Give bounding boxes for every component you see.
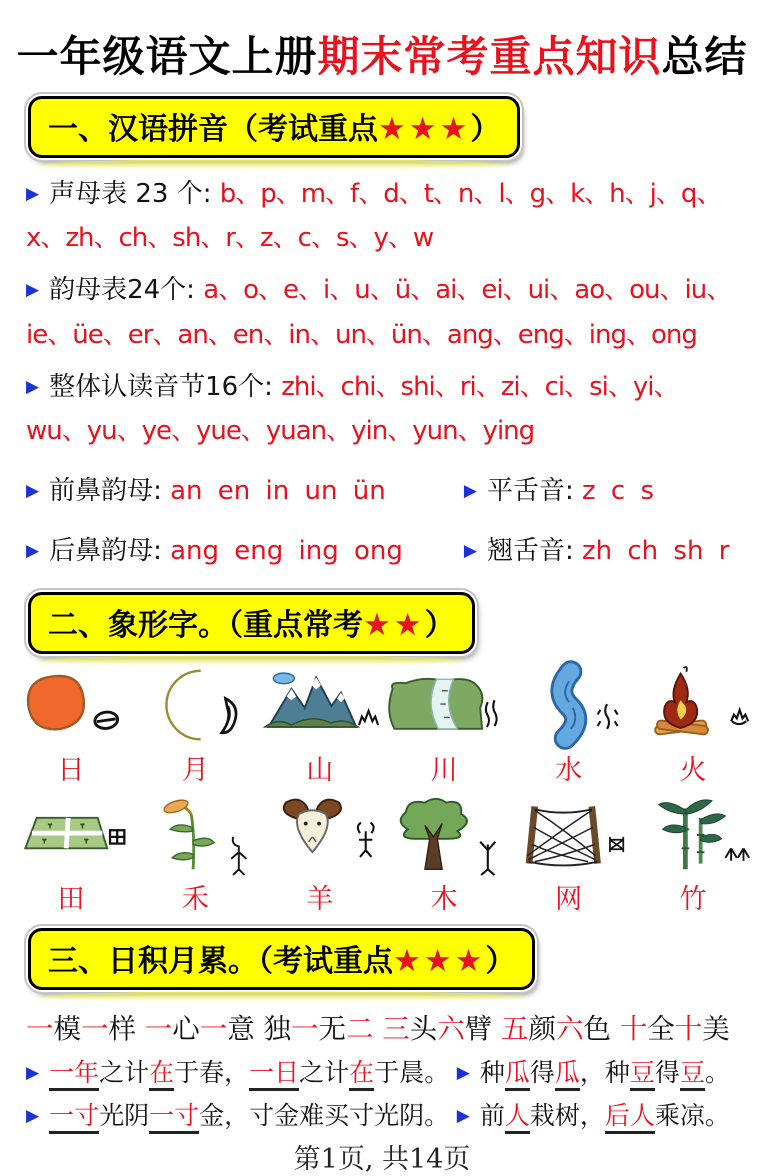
flat-tongue-value: z c s <box>581 476 655 507</box>
pictograph-char: 禾 <box>181 883 209 915</box>
bullet-triangle-icon <box>26 476 49 506</box>
pinyin-pair-row-2 <box>26 521 738 581</box>
section-3-heading-text: 三、日积月累。（考试重点 <box>48 943 393 979</box>
whole-syllables-value: zhi、chi、shi、ri、zi、ci、si、yi、wu、yu、ye、yue、yuan、yin、yun、ying <box>26 371 679 446</box>
bullet-triangle-icon <box>26 1101 49 1130</box>
proverb-row-1 <box>26 1053 738 1089</box>
sun-icon <box>13 666 129 746</box>
net-icon <box>511 795 627 875</box>
bullet-triangle-icon <box>26 536 49 566</box>
whole-syllables-label: 整体认读音节16个: <box>49 371 282 402</box>
front-nasal-line <box>26 469 464 513</box>
curled-tongue-line <box>464 529 738 573</box>
back-nasal-value: ang eng ing ong <box>170 536 403 567</box>
pictograph-char: 日 <box>57 754 85 786</box>
pictograph-water <box>510 666 628 787</box>
pictograph-char: 火 <box>679 754 707 786</box>
proverb-plant-trees <box>457 1096 738 1132</box>
bullet-triangle-icon <box>464 536 487 566</box>
pictograph-char: 月 <box>181 754 209 786</box>
pictograph-net <box>510 795 628 916</box>
page-number: 第1页, 共14页 <box>293 1143 471 1175</box>
field-icon <box>13 795 129 875</box>
initials-value: b、p、m、f、d、t、n、l、g、k、h、j、q、x、zh、ch、sh、r、z、c、s、y、w <box>26 179 722 254</box>
title-part-red: 期末常考重点知识 <box>317 32 662 81</box>
pictograph-bamboo <box>634 795 752 916</box>
title-part-black: 一年级语文上册 <box>16 32 318 81</box>
pinyin-pair-row-1 <box>26 461 738 521</box>
whole-syllables-line <box>26 365 738 453</box>
bullet-triangle-icon <box>26 275 49 305</box>
flat-tongue-label: 平舌音: <box>486 476 582 507</box>
section-1-heading-close: ） <box>470 112 501 147</box>
section-2-heading-text: 二、象形字。（重点常考 <box>48 607 363 643</box>
page-title <box>0 0 764 86</box>
section-3-header <box>28 928 535 990</box>
pictograph-river <box>385 666 503 787</box>
finals-label: 韵母表24个: <box>49 275 204 306</box>
finals-value: a、o、e、i、u、ü、ai、ei、ui、ao、ou、iu、ie、üe、er、an、en、in、un、ün、ang、eng、ing、ong <box>26 275 732 350</box>
section-1-heading-text: 一、汉语拼音（考试重点 <box>48 112 378 147</box>
finals-line <box>26 268 738 356</box>
bamboo-icon <box>635 795 751 875</box>
pictograph-char: 网 <box>555 883 583 915</box>
pictograph-field <box>12 795 130 916</box>
curled-tongue-label: 翘舌音: <box>486 536 582 567</box>
accumulation-section <box>0 1006 764 1132</box>
pictograph-char: 川 <box>430 754 458 786</box>
pictograph-sheep <box>261 795 379 916</box>
pictograph-tree <box>385 795 503 916</box>
pictograph-char: 水 <box>555 754 583 786</box>
initials-line <box>26 172 738 260</box>
curled-tongue-value: zh ch sh r <box>581 536 730 567</box>
idiom-line: 一模一样 一心一意 独一无二 三头六臂 五颜六色 十全十美 <box>26 1012 730 1045</box>
bullet-triangle-icon <box>464 476 487 506</box>
pictograph-sun <box>12 666 130 787</box>
pictograph-char: 羊 <box>306 883 334 915</box>
pictograph-char: 竹 <box>679 883 707 915</box>
section-3-heading-close: ） <box>485 943 516 979</box>
pictograph-char: 木 <box>430 883 458 915</box>
mountain-icon <box>262 666 378 746</box>
section-2-header <box>28 592 475 654</box>
pinyin-section <box>0 172 764 582</box>
pictograph-moon <box>136 666 254 787</box>
pictograph-row-1 <box>0 660 764 789</box>
sheep-icon <box>262 795 378 875</box>
pictograph-fire <box>634 666 752 787</box>
proverb-text: 前人栽树，后人乘凉。 <box>480 1101 730 1134</box>
proverb-text: 一年之计在于春，一日之计在于晨。 <box>49 1058 449 1091</box>
back-nasal-line <box>26 529 464 573</box>
back-nasal-label: 后鼻韵母: <box>49 536 171 567</box>
flat-tongue-line <box>464 469 738 513</box>
river-icon <box>386 666 502 746</box>
pictograph-grain <box>136 795 254 916</box>
star-icons: ★★★ <box>378 111 471 147</box>
section-1-header <box>28 96 520 158</box>
front-nasal-value: an en in un ün <box>170 476 386 507</box>
star-icons: ★★ <box>363 606 425 643</box>
water-icon <box>511 666 627 746</box>
bullet-triangle-icon <box>457 1058 480 1087</box>
star-icons: ★★★ <box>393 942 486 979</box>
initials-label: 声母表 23 个: <box>49 179 220 209</box>
front-nasal-label: 前鼻韵母: <box>49 476 171 507</box>
bullet-triangle-icon <box>26 179 49 209</box>
section-2-heading-close: ） <box>424 607 455 643</box>
proverb-text: 种瓜得瓜，种豆得豆。 <box>480 1058 730 1091</box>
grain-icon <box>137 795 253 875</box>
moon-icon <box>137 666 253 746</box>
fire-icon <box>635 666 751 746</box>
title-part-black2: 总结 <box>661 32 748 81</box>
bullet-triangle-icon <box>457 1101 480 1130</box>
proverb-spring-morning <box>26 1053 457 1089</box>
bullet-triangle-icon <box>26 372 49 402</box>
proverb-inch-of-time <box>26 1096 457 1132</box>
proverb-row-2 <box>26 1096 738 1132</box>
pictograph-char: 田 <box>57 883 85 915</box>
tree-icon <box>386 795 502 875</box>
proverb-melon-bean <box>457 1053 738 1089</box>
proverb-text: 一寸光阴一寸金，寸金难买寸光阴。 <box>49 1101 449 1134</box>
bullet-triangle-icon <box>26 1058 49 1087</box>
pictograph-mountain <box>261 666 379 787</box>
pictograph-row-2 <box>0 789 764 918</box>
pictograph-char: 山 <box>306 754 334 786</box>
